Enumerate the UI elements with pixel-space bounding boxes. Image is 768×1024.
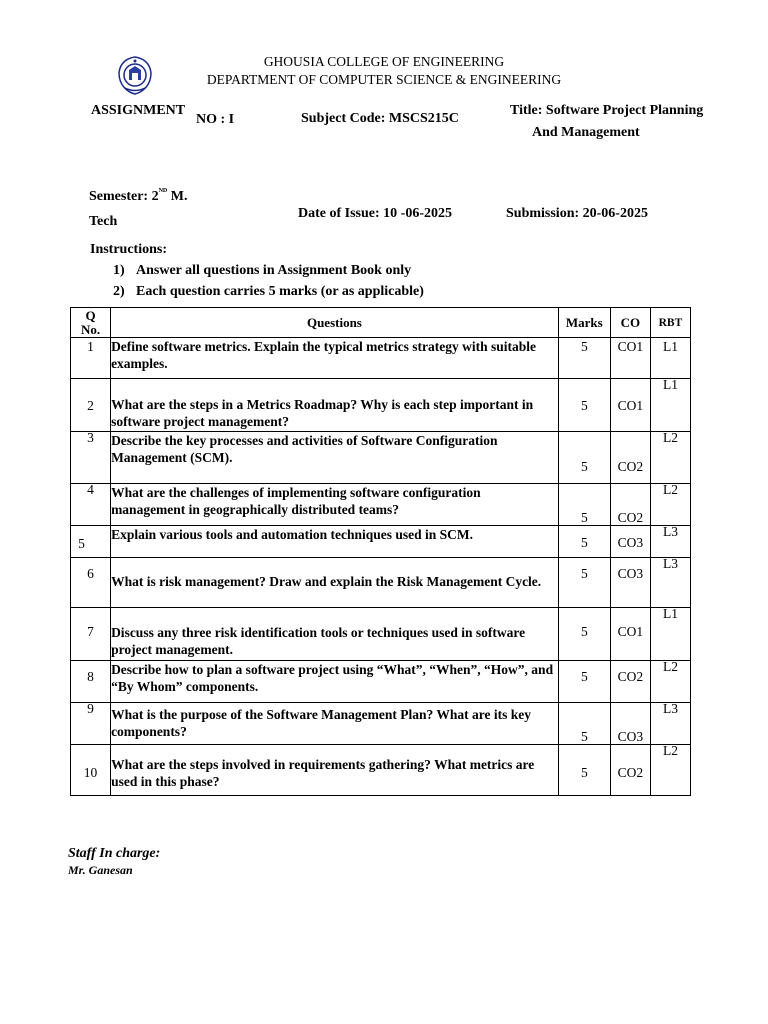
row-question: What is risk management? Draw and explain the Risk Management Cycle. (111, 558, 559, 608)
header-q: Q (85, 307, 96, 323)
department-name: DEPARTMENT OF COMPUTER SCIENCE & ENGINEERING (206, 72, 562, 87)
row-rbt: L2 (650, 432, 690, 484)
row-co: CO1 (610, 338, 650, 379)
staff-name: Mr. Ganesan (68, 863, 133, 877)
assignment-number: NO : I (196, 112, 235, 127)
questions-table (70, 307, 691, 796)
date-of-issue: Date of Issue: 10 -06-2025 (298, 206, 452, 221)
table-row (71, 661, 691, 703)
header-rbt: RBT (650, 308, 690, 338)
row-number: 5 (71, 526, 111, 558)
college-name: GHOUSIA COLLEGE OF ENGINEERING (263, 54, 505, 69)
semester-prefix: Semester: 2 (89, 189, 159, 204)
semester (89, 188, 187, 205)
row-question: Describe the key processes and activities of Software Configuration Management (SCM). (111, 432, 559, 484)
row-question: Describe how to plan a software project using “What”, “When”, “How”, and “By Whom” components. (111, 661, 559, 703)
row-marks: 5 (558, 379, 610, 432)
table-row (71, 526, 691, 558)
table-row (71, 338, 691, 379)
row-marks: 5 (558, 558, 610, 608)
row-question: Define software metrics. Explain the typical metrics strategy with suitable examples. (111, 338, 559, 379)
staff-label: Staff In charge: (68, 846, 161, 861)
row-number: 4 (71, 484, 111, 526)
assignment-label: ASSIGNMENT (91, 103, 186, 118)
row-marks: 5 (558, 608, 610, 661)
row-co: CO2 (610, 432, 650, 484)
row-marks: 5 (558, 484, 610, 526)
row-rbt: L3 (650, 703, 690, 745)
row-question: What are the steps involved in requirements gathering? What metrics are used in this phase? (111, 745, 559, 796)
row-number: 2 (71, 379, 111, 432)
table-row (71, 703, 691, 745)
row-marks: 5 (558, 745, 610, 796)
row-number: 7 (71, 608, 111, 661)
header-marks: Marks (558, 308, 610, 338)
semester-superscript: ND (158, 188, 168, 194)
row-number: 8 (71, 661, 111, 703)
table-row (71, 484, 691, 526)
instruction-number: 2) (113, 284, 125, 299)
row-rbt: L2 (650, 484, 690, 526)
table-row (71, 745, 691, 796)
row-marks: 5 (558, 432, 610, 484)
semester-suffix: M. (167, 189, 188, 204)
instruction-text: Answer all questions in Assignment Book only (136, 263, 412, 278)
row-rbt: L1 (650, 379, 690, 432)
table-row (71, 558, 691, 608)
row-number: 6 (71, 558, 111, 608)
table-row (71, 432, 691, 484)
row-question: What are the steps in a Metrics Roadmap? Why is each step important in software project management? (111, 379, 559, 432)
row-question: Explain various tools and automation techniques used in SCM. (111, 526, 559, 558)
row-rbt: L1 (650, 608, 690, 661)
row-co: CO2 (610, 484, 650, 526)
header-questions: Questions (111, 308, 559, 338)
row-rbt: L2 (650, 745, 690, 796)
table-row (71, 379, 691, 432)
row-number: 3 (71, 432, 111, 484)
row-marks: 5 (558, 661, 610, 703)
semester-line2: Tech (89, 214, 118, 229)
row-rbt: L3 (650, 526, 690, 558)
instructions-heading: Instructions: (90, 242, 168, 257)
header-co: CO (610, 308, 650, 338)
row-rbt: L3 (650, 558, 690, 608)
header-no: No. (80, 321, 101, 337)
instruction-number: 1) (113, 263, 125, 278)
table-row (71, 608, 691, 661)
row-co: CO3 (610, 558, 650, 608)
row-co: CO2 (610, 661, 650, 703)
subject-title-line2: And Management (532, 125, 640, 140)
row-marks: 5 (558, 703, 610, 745)
row-marks: 5 (558, 338, 610, 379)
row-co: CO3 (610, 526, 650, 558)
row-question: Discuss any three risk identification tools or techniques used in software project management. (111, 608, 559, 661)
subject-title-line1: Title: Software Project Planning (510, 103, 704, 118)
row-co: CO1 (610, 379, 650, 432)
row-co: CO1 (610, 608, 650, 661)
row-question: What are the challenges of implementing software configuration management in geographically distributed teams? (111, 484, 559, 526)
row-co: CO3 (610, 703, 650, 745)
header-q-no (71, 308, 111, 338)
row-marks: 5 (558, 526, 610, 558)
subject-code: Subject Code: MSCS215C (301, 111, 459, 126)
submission-date: Submission: 20-06-2025 (506, 206, 648, 221)
row-question: What is the purpose of the Software Management Plan? What are its key components? (111, 703, 559, 745)
row-co: CO2 (610, 745, 650, 796)
row-rbt: L1 (650, 338, 690, 379)
table-header-row (71, 308, 691, 338)
row-number: 10 (71, 745, 111, 796)
row-number: 9 (71, 703, 111, 745)
instruction-text: Each question carries 5 marks (or as applicable) (136, 284, 424, 299)
row-number: 1 (71, 338, 111, 379)
row-rbt: L2 (650, 661, 690, 703)
